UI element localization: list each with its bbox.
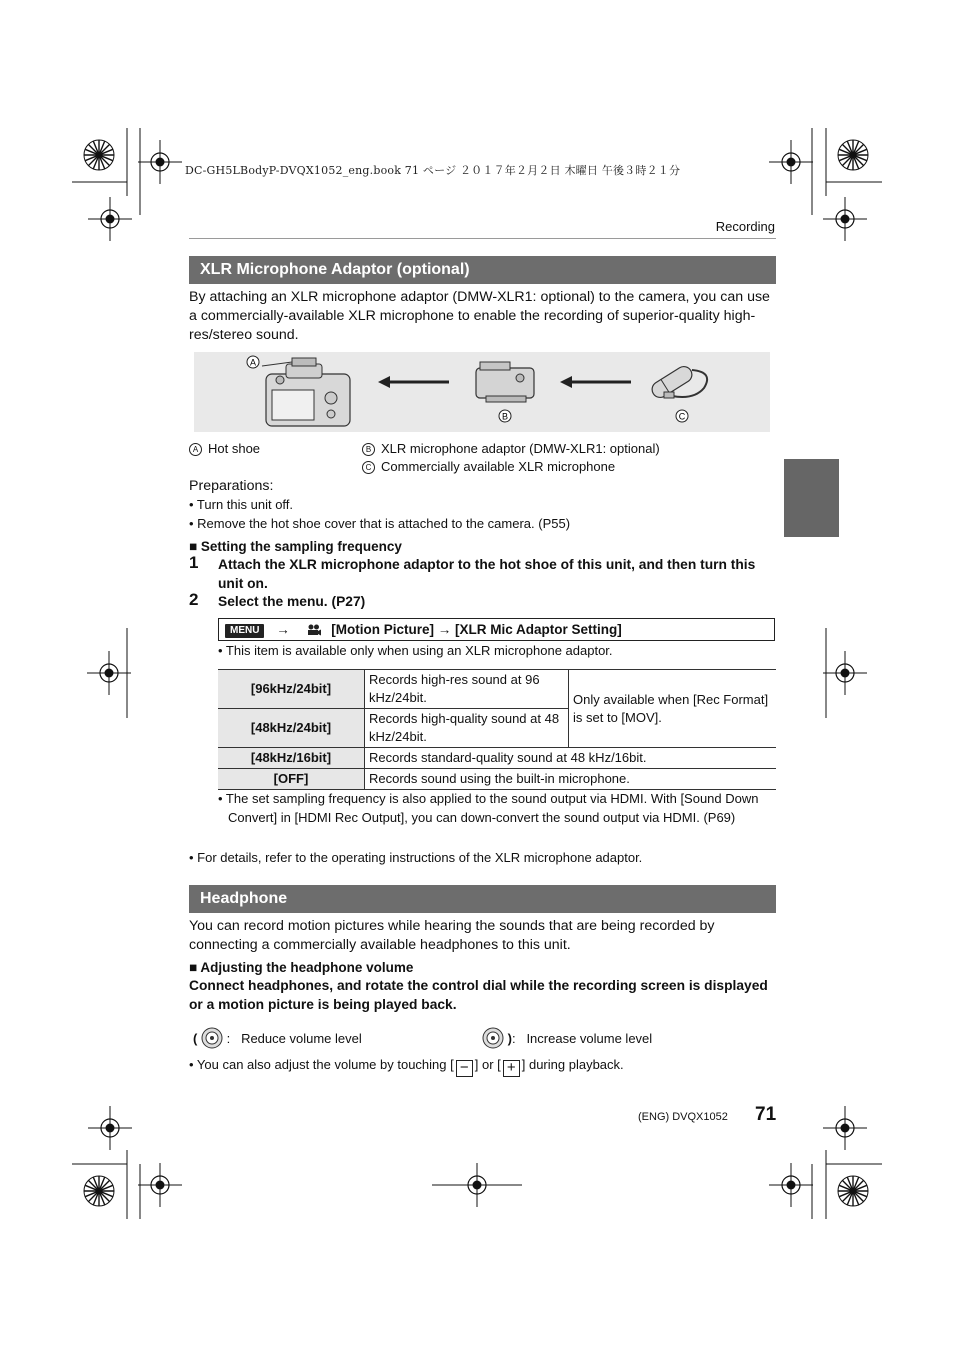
arrow-left-2 [560, 376, 631, 388]
option-desc: Records sound using the built-in microphone. [365, 769, 777, 790]
legend-mark-a: A [189, 443, 202, 456]
reduce-volume-label: Reduce volume level [241, 1031, 362, 1046]
step-number: 1 [189, 553, 199, 572]
option-desc: Records high-res sound at 96 kHz/24bit. [365, 670, 569, 709]
step-text: Attach the XLR microphone adaptor to the hot shoe of this unit, and then turn this unit on. [218, 557, 756, 591]
minus-icon: − [456, 1060, 473, 1077]
header-rule [189, 238, 776, 239]
section-label: Recording [715, 219, 775, 234]
touch-note-prefix: • You can also adjust the volume by touching [ [189, 1057, 454, 1072]
step-number: 2 [189, 590, 199, 609]
touch-note-middle: ] or [ [474, 1057, 501, 1072]
reduce-volume-item: ( : Reduce volume level [193, 1027, 362, 1054]
adaptor-illustration [476, 362, 534, 402]
marker-a [247, 356, 259, 368]
microphone-illustration [649, 364, 707, 401]
option-key: [OFF] [218, 769, 365, 790]
menu-path-text: [Motion Picture] → [XLR Mic Adaptor Setting] [331, 622, 622, 637]
xlr-intro: By attaching an XLR microphone adaptor (DMW-XLR1: optional) to the camera, you can use a commercially-available XLR microphone to enable the recording of superior-quality high-res/stereo sound. [189, 289, 770, 343]
legend-item-c [362, 457, 615, 476]
registration-mark-mid-left [87, 628, 131, 718]
option-key: [48kHz/24bit] [218, 709, 365, 748]
dial-right-icon [482, 1027, 504, 1054]
marker-b-label: B [501, 411, 509, 422]
step-text: Select the menu. (P27) [218, 594, 366, 609]
details-note: • For details, refer to the operating instructions of the XLR microphone adaptor. [189, 850, 643, 865]
headphone-section-title: Headphone [189, 885, 776, 913]
document-code: (ENG) DVQX1052 [638, 1111, 728, 1123]
menu-note: • This item is available only when using an XLR microphone adaptor. [218, 643, 613, 658]
option-key: [96kHz/24bit] [218, 670, 365, 709]
touch-note [189, 1055, 624, 1077]
touch-note-suffix: ] during playback. [521, 1057, 624, 1072]
preparation-item: • Remove the hot shoe cover that is attached to the camera. (P55) [189, 516, 571, 531]
marker-c [676, 410, 688, 422]
camera-illustration [262, 358, 350, 426]
legend-text-b: XLR microphone adaptor (DMW-XLR1: optional) [381, 441, 660, 456]
registration-mark-top-left [72, 128, 182, 241]
motion-picture-icon [307, 621, 321, 642]
registration-mark-bottom-left [72, 1106, 182, 1219]
option-desc: Records standard-quality sound at 48 kHz/16bit. [365, 748, 777, 769]
registration-mark-top-right [769, 128, 882, 241]
hdmi-note: • The set sampling frequency is also applied to the sound output via HDMI. With [Sound Down Convert] in [HDMI Rec Output], you can down-convert the sound output via HDMI. (P69) [218, 791, 759, 825]
registration-mark-bottom-right [769, 1106, 882, 1219]
preparations-label: Preparations: [189, 478, 274, 494]
registration-mark-bottom-center [432, 1163, 522, 1207]
option-key: [48kHz/16bit] [218, 748, 365, 769]
marker-a-label: A [249, 357, 257, 368]
xlr-section-title: XLR Microphone Adaptor (optional) [189, 256, 776, 284]
arrow-left-1 [378, 376, 449, 388]
increase-volume-item: ): Increase volume level [482, 1027, 652, 1054]
xlr-illustration [194, 352, 770, 432]
marker-c-label: C [678, 411, 686, 422]
menu-arrow: → [276, 622, 290, 637]
legend-text-c: Commercially available XLR microphone [381, 459, 616, 474]
headphone-intro: You can record motion pictures while hearing the sounds that are being recorded by connecting a commercially available headphones to this unit. [189, 918, 715, 953]
chapter-side-tab [784, 459, 839, 537]
page-number: 71 [755, 1104, 777, 1125]
sampling-options-table [218, 669, 776, 790]
plus-icon: + [503, 1060, 520, 1077]
table-row [218, 670, 776, 709]
marker-b [499, 410, 511, 422]
table-row [218, 769, 776, 790]
volume-instruction: Connect headphones, and rotate the control dial while the recording screen is displayed or a motion picture is being played back. [189, 978, 768, 1012]
xlr-figure [194, 352, 770, 432]
menu-badge: MENU [225, 624, 264, 638]
sampling-heading: ■ Setting the sampling frequency [189, 539, 402, 554]
registration-mark-mid-right [823, 628, 867, 718]
legend-text-a: Hot shoe [208, 441, 261, 456]
print-header: DC-GH5LBodyP-DVQX1052_eng.book 71 ページ ２０１７年２月２日 木曜日 午後３時２１分 [185, 164, 681, 177]
legend-mark-c: C [362, 461, 375, 474]
legend-item-b [362, 439, 660, 458]
volume-heading: ■ Adjusting the headphone volume [189, 960, 414, 975]
option-desc: Records high-quality sound at 48 kHz/24bit. [365, 709, 569, 748]
legend-mark-b: B [362, 443, 375, 456]
option-note: Only available when [Rec Format] is set to [MOV]. [569, 670, 777, 748]
increase-volume-label: Increase volume level [526, 1031, 653, 1046]
menu-path [218, 618, 775, 641]
dial-left-icon [201, 1027, 223, 1054]
legend-item-a [189, 439, 260, 458]
preparation-item: • Turn this unit off. [189, 497, 294, 512]
table-row [218, 748, 776, 769]
